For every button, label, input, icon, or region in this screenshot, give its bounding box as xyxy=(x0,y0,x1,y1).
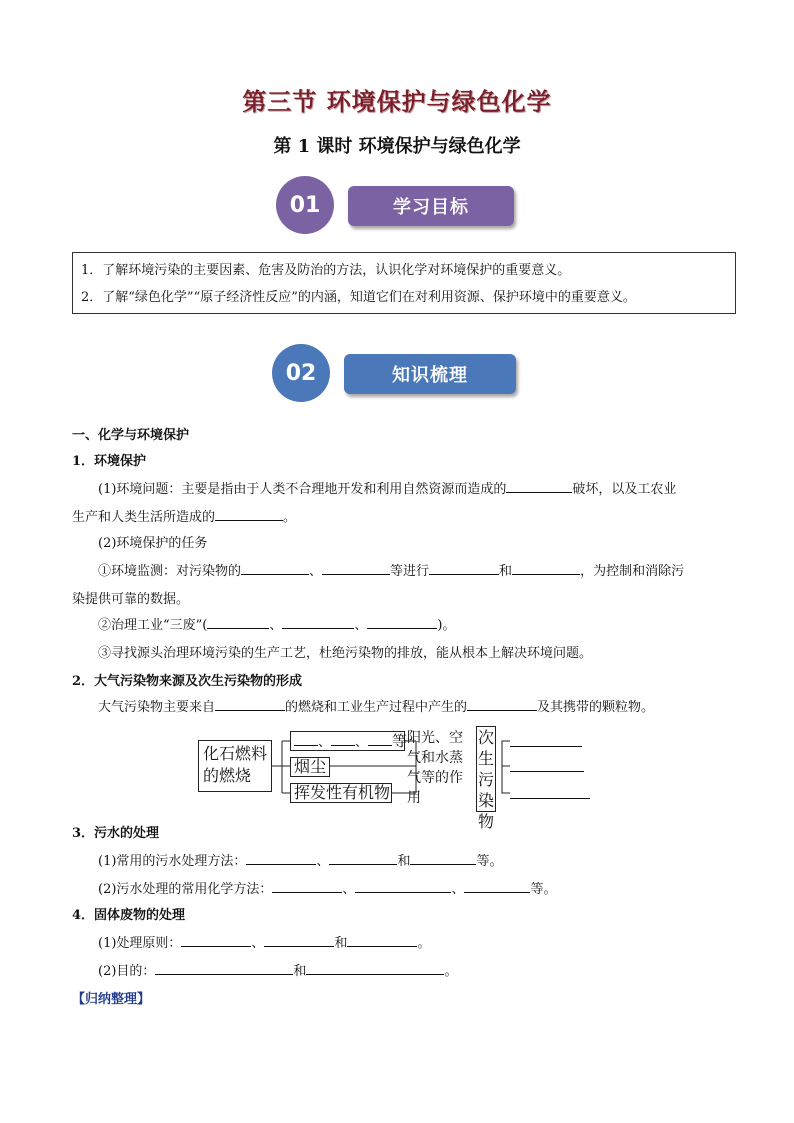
fill-blank[interactable] xyxy=(272,879,342,893)
env-problem-line2: 生产和人类生活所造成的 。 xyxy=(72,506,296,525)
summary-tag: 【归纳整理】 xyxy=(72,992,151,1007)
fill-blank[interactable] xyxy=(331,733,355,746)
env-task-title: (2)环境保护的任务 xyxy=(98,536,208,551)
env-three-wastes: ②治理工业“三废”( 、 、 )。 xyxy=(98,614,455,633)
fill-blank[interactable] xyxy=(355,879,451,893)
learning-goals-box xyxy=(72,252,736,314)
heading-env-protection: 1．环境保护 xyxy=(72,454,147,469)
env-source-control: ③寻找源头治理环境污染的生产工艺，杜绝污染物的排放，能从根本上解决环境问题。 xyxy=(98,646,593,661)
gas-pollutants-box: 、 、 等 xyxy=(290,731,405,751)
page-title: 第三节 环境保护与绿色化学 xyxy=(242,88,552,116)
fill-blank[interactable] xyxy=(510,798,590,799)
fill-blank[interactable] xyxy=(464,879,530,893)
heading-solid-waste: 4．固体废物的处理 xyxy=(72,908,186,923)
fill-blank[interactable] xyxy=(155,961,293,975)
fill-blank[interactable] xyxy=(367,615,437,629)
env-monitor-line2: 染提供可靠的数据。 xyxy=(72,592,190,607)
goal-item: 1．了解环境污染的主要因素、危害及防治的方法，认识化学对环境保护的重要意义。 xyxy=(81,263,571,278)
fill-blank[interactable] xyxy=(215,697,285,711)
solid-purpose: (2)目的： 和 。 xyxy=(98,960,457,979)
section-label-learning-goals: 学习目标 xyxy=(348,186,514,226)
fill-blank[interactable] xyxy=(306,961,444,975)
reaction-condition-label: 阳光、空气和水蒸气等的作用 xyxy=(407,730,463,806)
sewage-chem-methods: (2)污水处理的常用化学方法： 、 、 等。 xyxy=(98,878,556,897)
fill-blank[interactable] xyxy=(215,507,283,521)
env-monitor-line1: ①环境监测：对污染物的 、 等进行 和 ，为控制和消除污 xyxy=(98,560,684,579)
fossil-fuel-box: 化石燃料的燃烧 xyxy=(198,740,272,792)
fill-blank[interactable] xyxy=(410,851,476,865)
secondary-pollutant-box: 次生污染物 xyxy=(478,728,495,831)
goal-item: 2．了解“绿色化学”“原子经济性反应”的内涵，知道它们在对利用资源、保护环境中的重要意义。 xyxy=(81,290,636,305)
voc-box: 挥发性有机物 xyxy=(290,783,392,803)
fill-blank[interactable] xyxy=(181,933,251,947)
heading-sewage: 3．污水的处理 xyxy=(72,826,160,841)
fill-blank[interactable] xyxy=(510,746,582,747)
heading-chem-env: 一、化学与环境保护 xyxy=(72,428,190,443)
fill-blank[interactable] xyxy=(347,933,417,947)
fill-blank[interactable] xyxy=(506,479,572,493)
fill-blank[interactable] xyxy=(207,615,269,629)
section-label-knowledge: 知识梳理 xyxy=(344,354,516,394)
fill-blank[interactable] xyxy=(329,851,397,865)
env-problem-line1: (1)环境问题：主要是指由于人类不合理地开发和利用自然资源而造成的 破坏，以及工农业 xyxy=(98,478,676,497)
fill-blank[interactable] xyxy=(264,933,334,947)
fill-blank[interactable] xyxy=(467,697,537,711)
fill-blank[interactable] xyxy=(322,561,390,575)
fill-blank[interactable] xyxy=(282,615,354,629)
fill-blank[interactable] xyxy=(294,733,318,746)
pollution-diagram xyxy=(196,726,596,831)
fill-blank[interactable] xyxy=(246,851,316,865)
fill-blank[interactable] xyxy=(429,561,499,575)
soot-box: 烟尘 xyxy=(290,757,330,777)
heading-air-pollution: 2．大气污染物来源及次生污染物的形成 xyxy=(72,674,303,689)
section-number-badge: 01 xyxy=(276,176,334,234)
air-source-line: 大气污染物主要来自 的燃烧和工业生产过程中产生的 及其携带的颗粒物。 xyxy=(98,696,654,715)
fill-blank[interactable] xyxy=(510,771,584,772)
section-number-badge: 02 xyxy=(272,344,330,402)
fill-blank[interactable] xyxy=(512,561,580,575)
sewage-methods: (1)常用的污水处理方法： 、 和 等。 xyxy=(98,850,502,869)
fill-blank[interactable] xyxy=(241,561,309,575)
solid-principles: (1)处理原则： 、 和 。 xyxy=(98,932,430,951)
fill-blank[interactable] xyxy=(368,733,392,746)
lesson-subtitle: 第 1 课时 环境保护与绿色化学 xyxy=(273,136,521,157)
